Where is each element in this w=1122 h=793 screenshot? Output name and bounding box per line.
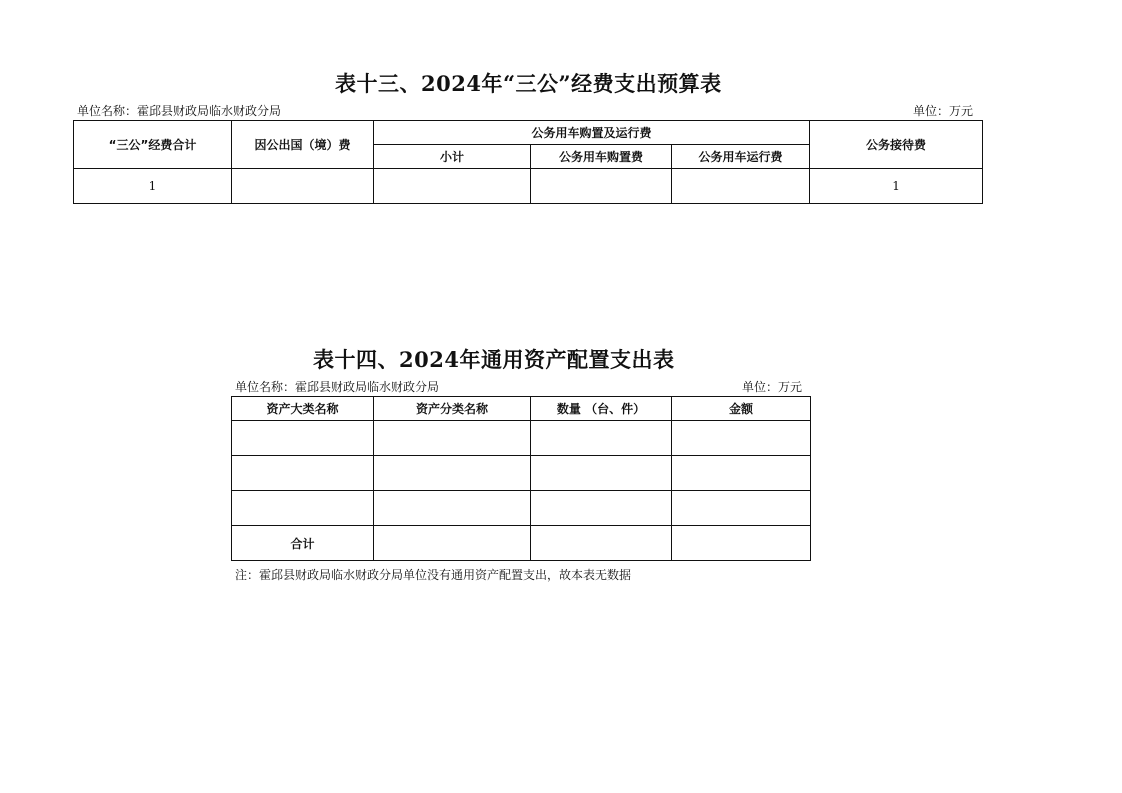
cell-abroad — [232, 169, 374, 204]
cell-empty — [374, 456, 531, 491]
cell-empty — [531, 526, 672, 561]
header-quantity: 数量 （台、件） — [531, 397, 672, 421]
cell-empty — [672, 491, 811, 526]
table-row — [74, 169, 983, 204]
cell-empty — [232, 456, 374, 491]
table14-note: 注：霍邱县财政局临水财政分局单位没有通用资产配置支出，故本表无数据 — [235, 568, 632, 582]
table14-title: 表十四、2024年通用资产配置支出表 — [313, 347, 675, 372]
table14-unit-name: 单位名称：霍邱县财政局临水财政分局 — [235, 380, 440, 394]
cell-empty — [531, 421, 672, 456]
cell-empty — [531, 491, 672, 526]
cell-reception: 1 — [810, 169, 983, 204]
table13 — [73, 120, 983, 204]
header-abroad: 因公出国（境）费 — [232, 121, 374, 169]
header-amount: 金额 — [672, 397, 811, 421]
table13-unit-name: 单位名称：霍邱县财政局临水财政分局 — [77, 104, 282, 118]
table13-title: 表十三、2024年“三公”经费支出预算表 — [335, 71, 722, 96]
cell-empty — [374, 421, 531, 456]
header-reception: 公务接待费 — [810, 121, 983, 169]
cell-empty — [232, 421, 374, 456]
header-subcategory: 资产分类名称 — [374, 397, 531, 421]
total-label: 合计 — [232, 526, 374, 561]
cell-subtotal — [374, 169, 531, 204]
total-row — [232, 526, 811, 561]
header-category: 资产大类名称 — [232, 397, 374, 421]
cell-vehicle-purchase — [531, 169, 672, 204]
cell-empty — [374, 491, 531, 526]
header-vehicle-purchase: 公务用车购置费 — [531, 145, 672, 169]
table-row — [232, 456, 811, 491]
cell-total: 1 — [74, 169, 232, 204]
cell-vehicle-operation — [672, 169, 810, 204]
cell-empty — [672, 421, 811, 456]
table-row — [232, 491, 811, 526]
table-row — [232, 421, 811, 456]
table14 — [231, 396, 811, 561]
header-vehicle-group: 公务用车购置及运行费 — [374, 121, 810, 145]
table13-unit: 单位：万元 — [913, 104, 974, 118]
cell-empty — [531, 456, 672, 491]
cell-empty — [232, 491, 374, 526]
cell-empty — [374, 526, 531, 561]
header-subtotal: 小计 — [374, 145, 531, 169]
header-total: “三公”经费合计 — [74, 121, 232, 169]
cell-empty — [672, 526, 811, 561]
cell-empty — [672, 456, 811, 491]
table14-unit: 单位：万元 — [742, 380, 803, 394]
header-vehicle-operation: 公务用车运行费 — [672, 145, 810, 169]
